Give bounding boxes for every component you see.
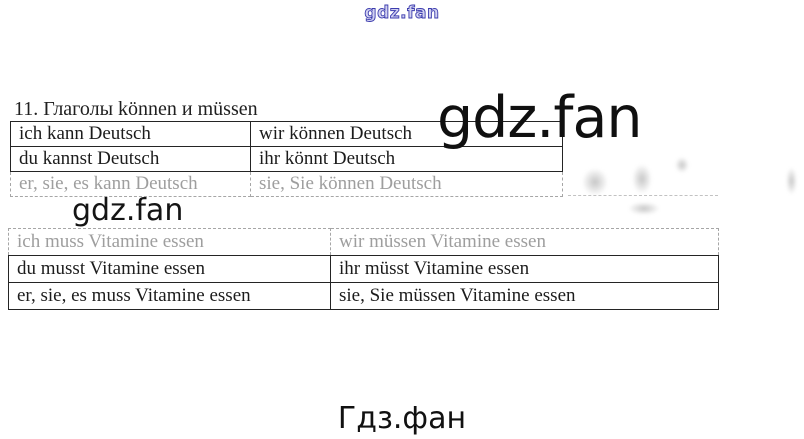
table-row [9,256,719,283]
muessen-conjugation-table [8,228,719,310]
cell-er-sie-es-muss: er, sie, es muss Vitamine essen [9,283,331,310]
cell-er-sie-es-kann: er, sie, es kann Deutsch [11,172,251,197]
cell-wir-koennen: wir können Deutsch [251,122,563,147]
scan-artifact [786,167,797,195]
cell-sie-Sie-koennen: sie, Sie können Deutsch [251,172,563,197]
watermark-top: gdz.fan [364,3,440,23]
cell-ich-muss: ich muss Vitamine essen [9,229,331,256]
exercise-title: 11. Глаголы können и müssen [14,98,258,120]
table-row [9,229,719,256]
watermark-mid: gdz.fan [72,193,184,228]
cell-du-musst: du musst Vitamine essen [9,256,331,283]
watermark-bottom: Гдз.фан [337,401,467,436]
scan-artifact [568,195,718,196]
scan-artifact [582,168,608,196]
watermark-big: gdz.fan [437,85,642,151]
scan-artifact [632,164,652,194]
scan-artifact [628,202,660,215]
cell-du-kannst: du kannst Deutsch [11,147,251,172]
cell-ich-kann: ich kann Deutsch [11,122,251,147]
cell-sie-Sie-muessen: sie, Sie müssen Vitamine essen [331,283,719,310]
scan-artifact [675,157,689,173]
cell-wir-muessen: wir müssen Vitamine essen [331,229,719,256]
cell-ihr-koennt: ihr könnt Deutsch [251,147,563,172]
table-row [9,283,719,310]
cell-ihr-muesst: ihr müsst Vitamine essen [331,256,719,283]
